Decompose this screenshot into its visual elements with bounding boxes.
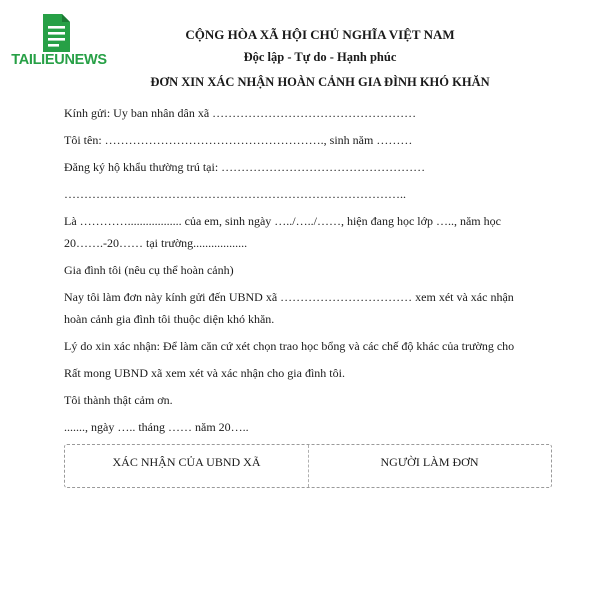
signature-box [64,444,552,488]
recipient-line: Kính gửi: Uy ban nhân dân xã …………………………………………… [64,106,417,120]
date-line: ......., ngày ….. tháng …… năm 20….. [64,420,249,434]
school-year-line: 20…….-20…… tại trường.................. [64,236,248,250]
request-continued-line: hoàn cảnh gia đình tôi thuộc diện khó khăn. [64,312,275,326]
ubnd-confirmation-label: XÁC NHẬN CỦA UBND XÃ [112,455,261,469]
brand-name: TAILIEUNEWS [11,52,107,68]
request-line: Nay tôi làm đơn này kính gửi đến UBND xã …………………………… xem xét và xác nhận [64,290,514,304]
applicant-label: NGƯỜI LÀM ĐƠN [380,455,479,469]
document-title: ĐƠN XIN XÁC NHẬN HOÀN CẢNH GIA ĐÌNH KHÓ KHĂN [150,75,490,89]
residence-line: Đăng ký hộ khẩu thường trú tại: …………………………………………… [64,160,426,174]
residence-continued-line: ………………………………………………………………………….. [64,187,406,201]
thanks-line: Tôi thành thật cảm ơn. [64,393,173,407]
motto: Độc lập - Tự do - Hạnh phúc [243,50,397,64]
circumstance-line: Gia đình tôi (nêu cụ thể hoàn cảnh) [64,263,234,277]
name-line: Tôi tên: ………………………………………………., sinh năm ……… [64,133,413,147]
hope-line: Rất mong UBND xã xem xét và xác nhận cho gia đình tôi. [64,366,345,380]
reason-line: Lý do xin xác nhận: Để làm căn cứ xét chọn trao học bổng và các chế độ khác của trường cho [64,339,515,353]
relation-line: Là ………….................. của em, sinh ngày …../…../……, hiện đang học lớp ….., năm học [64,214,501,228]
national-title: CỘNG HÒA XÃ HỘI CHỦ NGHĨA VIỆT NAM [185,27,455,42]
